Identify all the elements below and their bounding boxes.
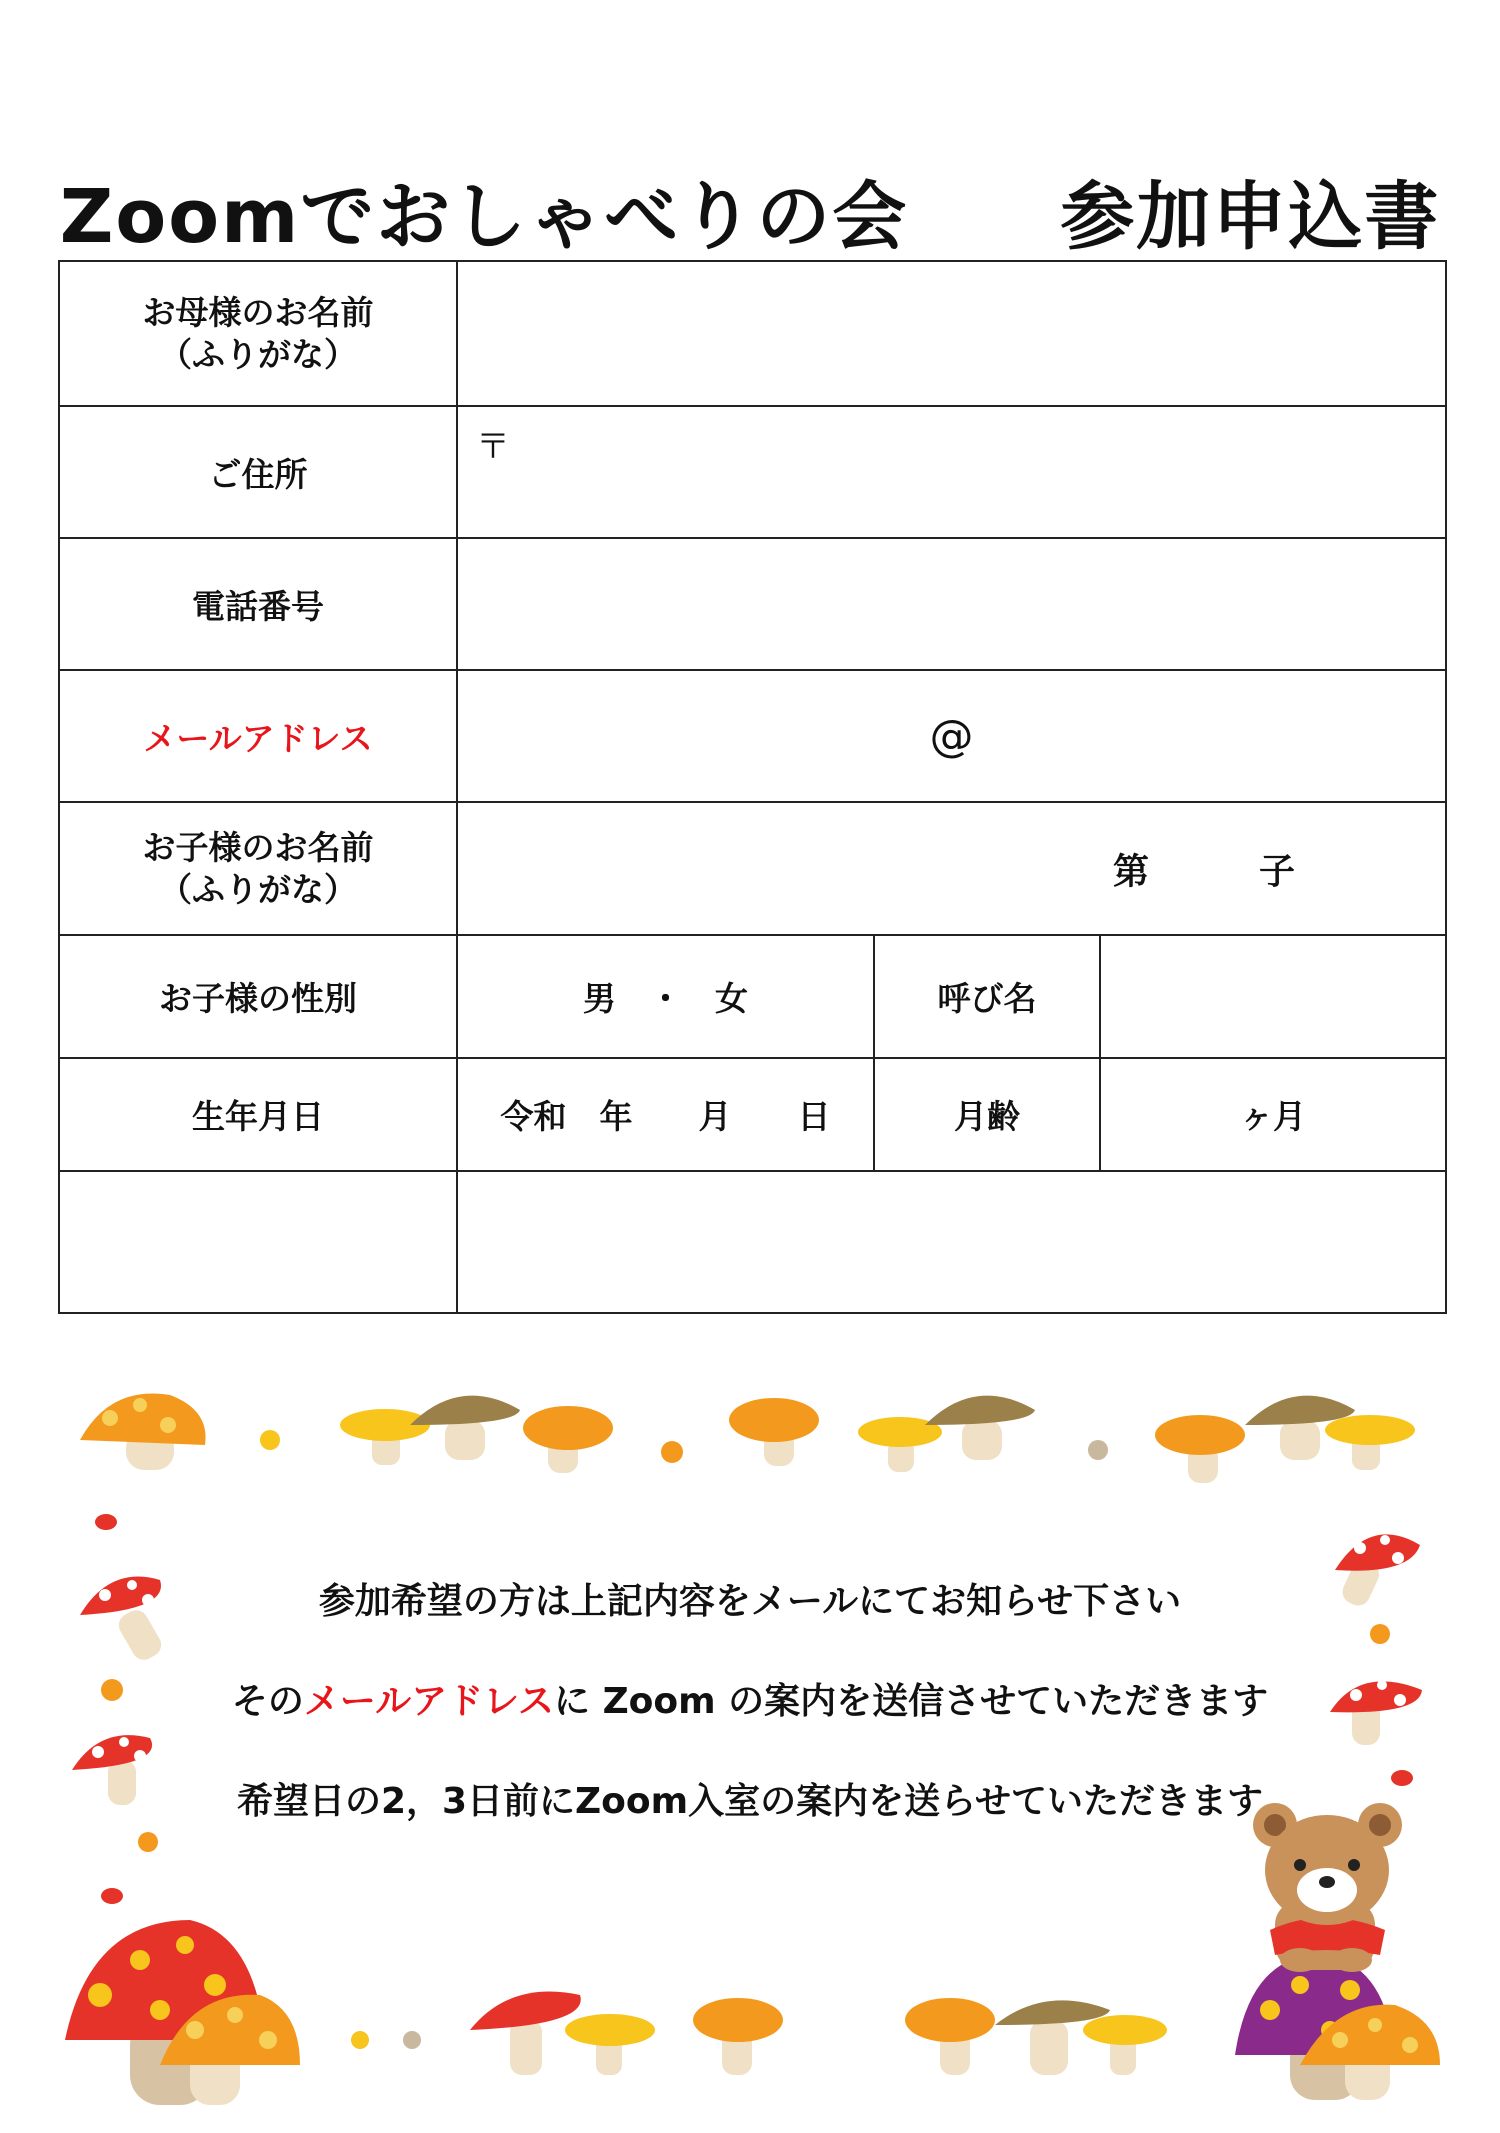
child-name-label [59, 802, 457, 935]
mother-name-field[interactable] [457, 261, 1446, 406]
gender-options[interactable]: 男 ・ 女 [457, 935, 874, 1058]
child-order-suffix: 子 [1259, 851, 1296, 892]
dot-decoration [661, 1441, 683, 1463]
mushroom-icon [340, 1409, 430, 1465]
mother-name-label-line1: お母様のお名前 [142, 293, 374, 333]
blank-label-cell [59, 1171, 457, 1313]
mushroom-icon [1083, 2015, 1167, 2075]
mushroom-icon [858, 1417, 942, 1472]
child-order [1113, 843, 1295, 894]
dot-decoration [403, 2031, 421, 2049]
mother-name-label-line2: （ふりがな） [159, 334, 357, 374]
mushroom-icon [1155, 1415, 1245, 1483]
dot-decoration [1088, 1440, 1108, 1460]
dot-decoration [138, 1832, 158, 1852]
address-label: ご住所 [59, 406, 457, 538]
phone-label: 電話番号 [59, 538, 457, 670]
child-order-prefix: 第 [1113, 851, 1150, 892]
dot-decoration [260, 1430, 280, 1450]
mushroom-border-illustration [0, 1370, 1500, 2133]
mushroom-icon [470, 1992, 581, 2075]
notice-line-1: 参加希望の方は上記内容をメールにてお知らせ下さい [318, 1581, 1182, 1622]
child-gender-label: お子様の性別 [59, 935, 457, 1058]
dot-decoration [351, 2031, 369, 2049]
email-field[interactable] [457, 670, 1446, 802]
notice-line-3: 希望日の2，3日前にZoom入室の案内を送らせていただきます [236, 1781, 1264, 1822]
mushroom-icon [693, 1998, 783, 2075]
age-months-field[interactable]: ヶ月 [1100, 1058, 1446, 1171]
mother-name-label [59, 261, 457, 406]
dot-decoration [101, 1888, 123, 1904]
postal-mark: 〒 [476, 427, 510, 467]
notice-line-2 [0, 1673, 1500, 1724]
age-months-label: 月齢 [874, 1058, 1100, 1171]
page-title: Zoomでおしゃべりの会 参加申込書 [59, 174, 1441, 260]
dot-decoration [1370, 1624, 1390, 1644]
child-name-field[interactable] [457, 802, 1446, 935]
address-field[interactable] [457, 406, 1446, 538]
child-name-label-line2: （ふりがな） [159, 869, 357, 909]
email-at-sign: @ [929, 710, 974, 762]
blank-field[interactable] [457, 1171, 1446, 1313]
mushroom-icon [565, 2014, 655, 2075]
phone-field[interactable] [457, 538, 1446, 670]
mushroom-icon [523, 1406, 613, 1473]
notice-line-2-suffix: に Zoom の案内を送信させていただきます [554, 1681, 1269, 1722]
mushroom-icon [925, 1396, 1035, 1460]
child-name-label-line1: お子様のお名前 [142, 828, 374, 868]
birthday-field[interactable]: 令和 年 月 日 [457, 1058, 874, 1171]
mushroom-icon [729, 1398, 819, 1466]
dot-decoration [95, 1514, 117, 1530]
mushroom-icon [1325, 1415, 1415, 1470]
application-form [58, 260, 1447, 1314]
nickname-label: 呼び名 [874, 935, 1100, 1058]
nickname-field[interactable] [1100, 935, 1446, 1058]
mushroom-icon [80, 1393, 206, 1470]
notice-line-2-highlight: メールアドレス [303, 1681, 555, 1722]
mushroom-icon [905, 1998, 995, 2075]
email-label: メールアドレス [59, 670, 457, 802]
notice-line-2-prefix: その [231, 1681, 304, 1722]
birthday-label: 生年月日 [59, 1058, 457, 1171]
